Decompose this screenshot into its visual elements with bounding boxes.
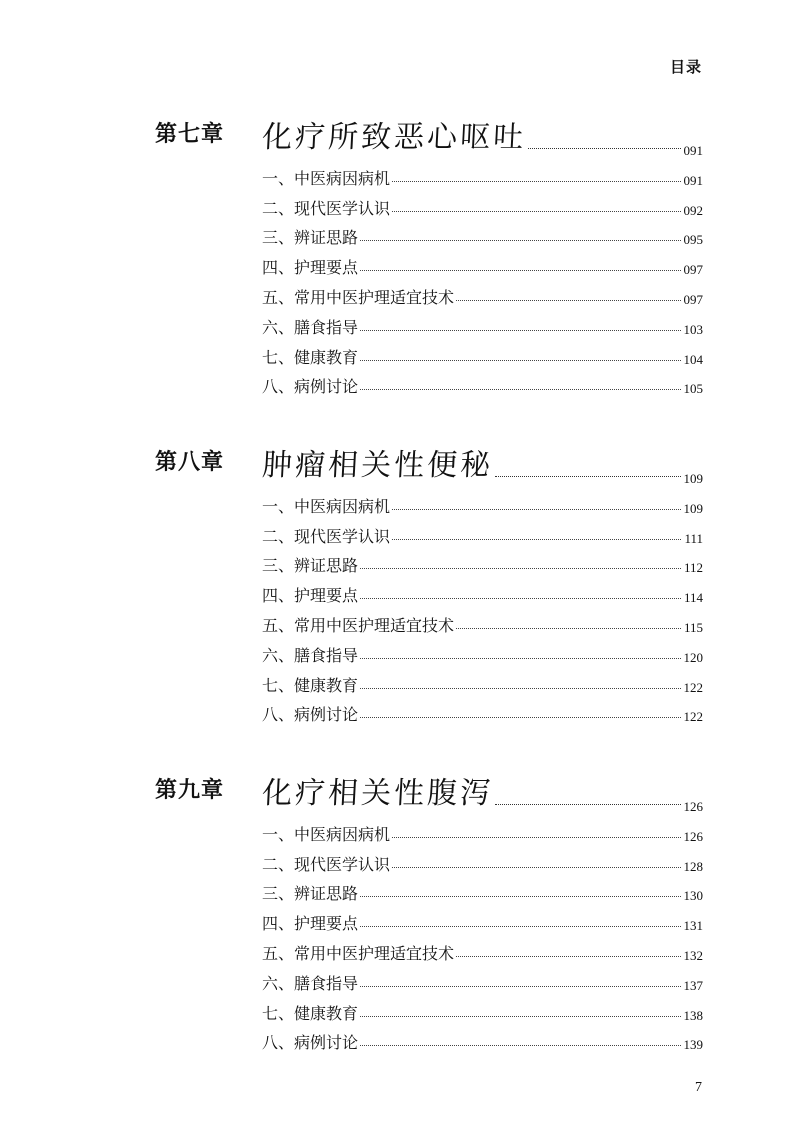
entry-label: 五、常用中医护理适宜技术: [262, 615, 455, 635]
toc-entry[interactable]: [262, 489, 703, 519]
entry-label: 五、常用中医护理适宜技术: [262, 943, 455, 963]
toc-entry[interactable]: [262, 638, 703, 668]
entry-label: 六、膳食指导: [262, 317, 359, 337]
entry-label: 八、病例讨论: [262, 705, 359, 725]
chapter-number: 第九章: [155, 777, 225, 803]
entry-page: 115: [683, 619, 703, 635]
dot-leader: [392, 509, 680, 510]
dot-leader: [392, 837, 680, 838]
section-list: [262, 817, 703, 1055]
dot-leader: [456, 628, 681, 629]
entry-page: 092: [683, 202, 703, 218]
dot-leader: [456, 956, 680, 957]
toc-entry[interactable]: [262, 608, 703, 638]
toc-entry[interactable]: [262, 1026, 703, 1056]
entry-label: 五、常用中医护理适宜技术: [262, 287, 455, 307]
toc-entry[interactable]: [262, 280, 703, 310]
toc-entry[interactable]: [262, 996, 703, 1026]
entry-label: 三、辨证思路: [262, 884, 359, 904]
chapter-heading[interactable]: [0, 767, 800, 817]
chapter-title: 肿瘤相关性便秘: [261, 448, 495, 483]
entry-label: 七、健康教育: [262, 1003, 359, 1023]
dot-leader: [495, 804, 681, 805]
chapter-heading[interactable]: [0, 439, 800, 489]
entry-page: 104: [683, 351, 703, 367]
toc-entry[interactable]: [262, 578, 703, 608]
toc-entry[interactable]: [262, 698, 703, 728]
entry-page: 111: [684, 530, 703, 546]
chapter-title-row: [262, 439, 703, 485]
entry-label: 七、健康教育: [262, 347, 359, 367]
chapter-page: 126: [683, 799, 703, 814]
toc-entry[interactable]: [262, 668, 703, 698]
dot-leader: [360, 330, 680, 331]
chapter-page: 091: [683, 143, 703, 158]
chapter-title: 化疗所致恶心呕吐: [261, 120, 528, 155]
chapter-title-row: [262, 111, 703, 157]
entry-label: 八、病例讨论: [262, 1033, 359, 1053]
entry-label: 六、膳食指导: [262, 973, 359, 993]
dot-leader: [495, 476, 681, 477]
chapter-number: 第八章: [155, 449, 225, 475]
chapter-title-row: [262, 767, 703, 813]
entry-page: 112: [683, 560, 703, 576]
entry-label: 二、现代医学认识: [262, 854, 391, 874]
dot-leader: [392, 211, 680, 212]
entry-label: 二、现代医学认识: [262, 198, 391, 218]
toc-entry[interactable]: [262, 936, 703, 966]
dot-leader: [360, 389, 680, 390]
entry-page: 097: [683, 262, 703, 278]
chapter-title: 化疗相关性腹泻: [261, 776, 495, 811]
dot-leader: [360, 360, 680, 361]
toc-entry[interactable]: [262, 549, 703, 579]
entry-label: 一、中医病因病机: [262, 496, 391, 516]
dot-leader: [360, 568, 681, 569]
entry-label: 八、病例讨论: [262, 377, 359, 397]
dot-leader: [360, 688, 680, 689]
chapter-heading[interactable]: [0, 111, 800, 161]
toc-entry[interactable]: [262, 161, 703, 191]
toc-entry[interactable]: [262, 847, 703, 877]
entry-page: 103: [683, 321, 703, 337]
entry-page: 137: [683, 977, 703, 993]
dot-leader: [360, 717, 680, 718]
entry-page: 097: [683, 291, 703, 307]
entry-label: 三、辨证思路: [262, 556, 359, 576]
dot-leader: [360, 926, 680, 927]
dot-leader: [360, 240, 680, 241]
dot-leader: [456, 300, 680, 301]
entry-page: 122: [683, 679, 703, 695]
entry-page: 105: [683, 381, 703, 397]
entry-label: 二、现代医学认识: [262, 526, 391, 546]
toc-entry[interactable]: [262, 519, 703, 549]
entry-page: 126: [683, 828, 703, 844]
toc-entry[interactable]: [262, 221, 703, 251]
section-list: [262, 161, 703, 399]
entry-label: 四、护理要点: [262, 914, 359, 934]
entry-page: 138: [683, 1007, 703, 1023]
entry-page: 120: [683, 649, 703, 665]
toc-entry[interactable]: [262, 340, 703, 370]
chapter-number: 第七章: [155, 121, 225, 147]
entry-label: 七、健康教育: [262, 675, 359, 695]
entry-page: 095: [683, 232, 703, 248]
entry-label: 一、中医病因病机: [262, 824, 391, 844]
toc-entry[interactable]: [262, 877, 703, 907]
entry-page: 109: [683, 500, 703, 516]
entry-page: 091: [683, 172, 703, 188]
entry-label: 四、护理要点: [262, 586, 359, 606]
toc-entry[interactable]: [262, 310, 703, 340]
dot-leader: [392, 539, 681, 540]
dot-leader: [392, 867, 680, 868]
dot-leader: [360, 1045, 680, 1046]
entry-page: 139: [683, 1037, 703, 1053]
toc-entry[interactable]: [262, 817, 703, 847]
dot-leader: [360, 658, 680, 659]
toc-entry[interactable]: [262, 191, 703, 221]
entry-page: 128: [683, 858, 703, 874]
toc-entry[interactable]: [262, 906, 703, 936]
dot-leader: [360, 270, 680, 271]
section-list: [262, 489, 703, 727]
toc-entry[interactable]: [262, 370, 703, 400]
entry-page: 132: [683, 947, 703, 963]
dot-leader: [392, 181, 680, 182]
toc-entry[interactable]: [262, 966, 703, 996]
toc-entry[interactable]: [262, 250, 703, 280]
dot-leader: [360, 598, 681, 599]
entry-label: 一、中医病因病机: [262, 168, 391, 188]
entry-label: 四、护理要点: [262, 258, 359, 278]
entry-page: 130: [683, 888, 703, 904]
page-number: 7: [695, 1080, 702, 1095]
running-head: 目录: [669, 58, 702, 76]
dot-leader: [528, 148, 681, 149]
dot-leader: [360, 896, 680, 897]
dot-leader: [360, 1016, 680, 1017]
entry-label: 六、膳食指导: [262, 645, 359, 665]
entry-page: 122: [683, 709, 703, 725]
chapter-page: 109: [683, 471, 703, 486]
entry-label: 三、辨证思路: [262, 228, 359, 248]
entry-page: 114: [683, 590, 703, 606]
dot-leader: [360, 986, 680, 987]
entry-page: 131: [683, 918, 703, 934]
